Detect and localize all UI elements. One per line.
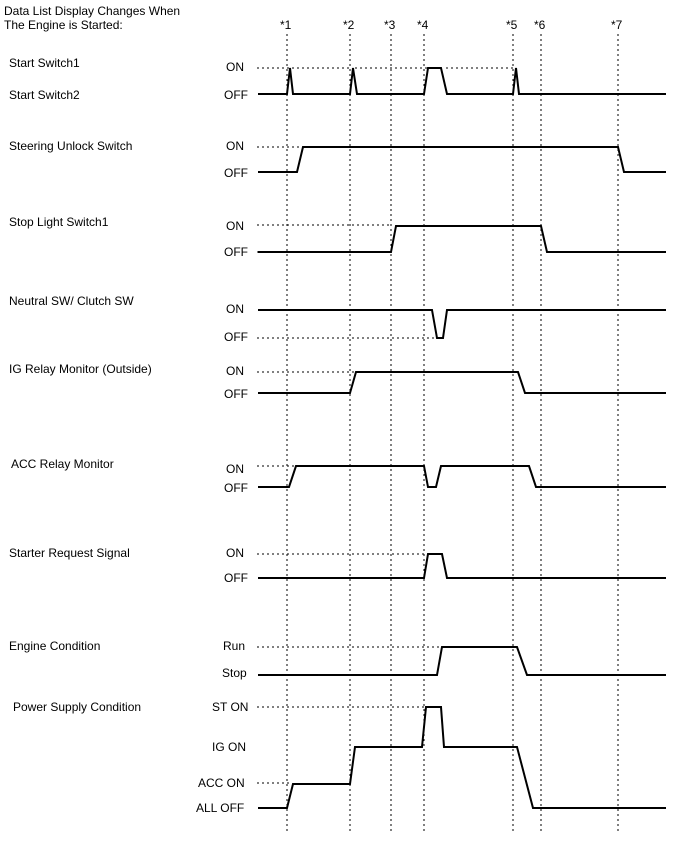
level-label-ig-relay-off: OFF bbox=[224, 387, 248, 401]
signal-label-neutral-clutch-sw: Neutral SW/ Clutch SW bbox=[9, 294, 134, 308]
signal-label-stop-light-switch1: Stop Light Switch1 bbox=[9, 215, 109, 229]
signal-label-start-switch2: Start Switch2 bbox=[9, 88, 80, 102]
level-label-stop-light-on: ON bbox=[226, 219, 244, 233]
signal-label-start-switch1: Start Switch1 bbox=[9, 56, 80, 70]
wave-power-supply bbox=[258, 707, 666, 808]
signal-waveforms bbox=[258, 68, 666, 808]
wave-start-switch bbox=[258, 68, 666, 94]
marker-label-6: *6 bbox=[534, 18, 546, 32]
wave-stop-light bbox=[258, 226, 666, 252]
level-label-ig-relay-on: ON bbox=[226, 364, 244, 378]
diagram-title-line-1: Data List Display Changes When bbox=[4, 4, 181, 18]
level-label-power-ig-on: IG ON bbox=[212, 740, 247, 754]
level-label-acc-relay-off: OFF bbox=[224, 481, 248, 495]
level-label-start-switch-on: ON bbox=[226, 60, 244, 74]
marker-label-4: *4 bbox=[417, 18, 429, 32]
level-label-neutral-off: OFF bbox=[224, 330, 248, 344]
level-label-neutral-on: ON bbox=[226, 302, 244, 316]
timing-markers bbox=[280, 18, 623, 832]
signal-label-ig-relay-monitor: IG Relay Monitor (Outside) bbox=[9, 362, 152, 376]
level-label-start-switch-off: OFF bbox=[224, 88, 248, 102]
level-label-starter-on: ON bbox=[226, 546, 244, 560]
wave-engine-condition bbox=[258, 647, 666, 675]
diagram-title-line-2: The Engine is Started: bbox=[4, 18, 123, 32]
signal-label-power-supply-condition: Power Supply Condition bbox=[13, 700, 142, 714]
level-label-engine-run: Run bbox=[223, 639, 246, 653]
marker-label-5: *5 bbox=[506, 18, 518, 32]
signal-label-steering-unlock-switch: Steering Unlock Switch bbox=[9, 139, 133, 153]
marker-label-2: *2 bbox=[343, 18, 355, 32]
level-label-steering-off: OFF bbox=[224, 166, 248, 180]
signal-label-acc-relay-monitor: ACC Relay Monitor bbox=[11, 457, 114, 471]
wave-ig-relay bbox=[258, 372, 666, 393]
marker-label-7: *7 bbox=[611, 18, 623, 32]
level-label-steering-on: ON bbox=[226, 139, 244, 153]
level-label-power-st-on: ST ON bbox=[212, 700, 249, 714]
marker-label-3: *3 bbox=[384, 18, 396, 32]
marker-label-1: *1 bbox=[280, 18, 292, 32]
signal-label-starter-request: Starter Request Signal bbox=[9, 546, 130, 560]
level-label-power-acc-on: ACC ON bbox=[198, 776, 245, 790]
signal-label-engine-condition: Engine Condition bbox=[9, 639, 101, 653]
level-label-power-all-off: ALL OFF bbox=[196, 801, 245, 815]
wave-neutral-clutch bbox=[258, 310, 666, 338]
wave-acc-relay bbox=[258, 466, 666, 487]
level-label-engine-stop: Stop bbox=[222, 666, 247, 680]
wave-steering-unlock bbox=[258, 147, 666, 172]
level-label-acc-relay-on: ON bbox=[226, 462, 244, 476]
wave-starter-request bbox=[258, 554, 666, 578]
level-label-starter-off: OFF bbox=[224, 571, 248, 585]
level-label-stop-light-off: OFF bbox=[224, 245, 248, 259]
